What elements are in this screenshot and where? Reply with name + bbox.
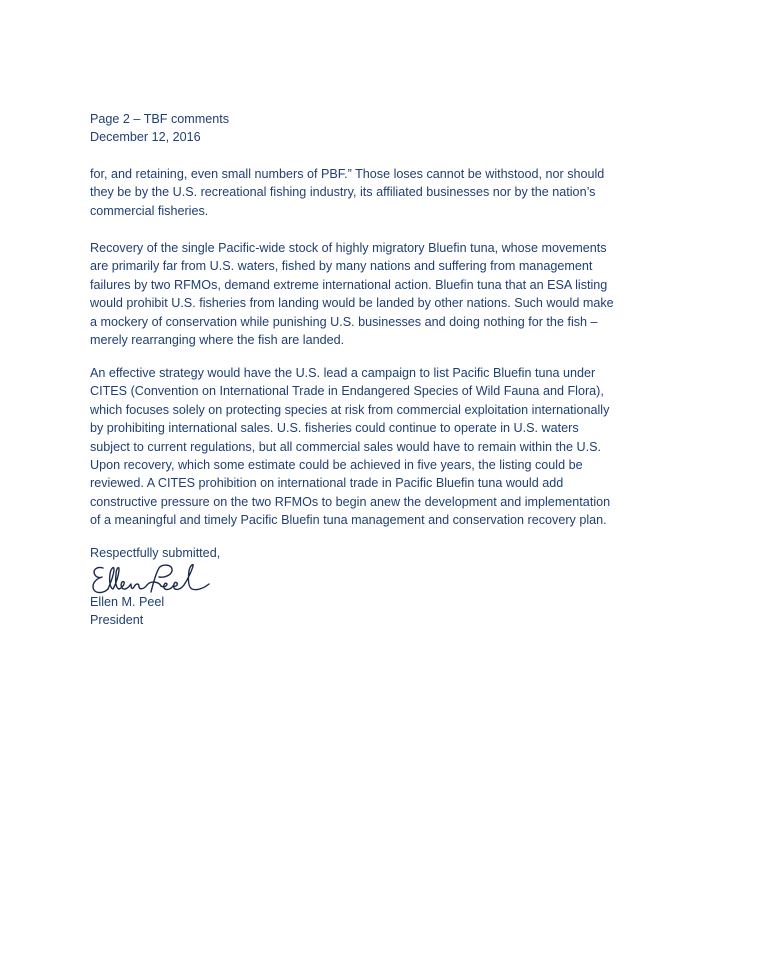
paragraph-line: Upon recovery, which some estimate could be achieved in five years, the listing could be [90,458,583,473]
paragraph-1 [90,165,670,220]
closing-text: Respectfully submitted, [90,546,221,560]
paragraph-line: failures by two RFMOs, demand extreme international action. Bluefin tuna that an ESA listing [90,277,608,292]
paragraph-line: Recovery of the single Pacific-wide stock of highly migratory Bluefin tuna, whose movements [90,241,607,255]
paragraph-3 [90,364,670,530]
paragraph-line: which focuses solely on protecting species at risk from commercial exploitation internationally [90,402,610,417]
signer-name: Ellen M. Peel [90,595,165,609]
paragraph-line: CITES (Convention on International Trade in Endangered Species of Wild Fauna and Flora), [90,384,604,399]
paragraph-line: by prohibiting international sales. U.S. fisheries could continue to operate in U.S. waters [90,421,579,436]
paragraph-line: for, and retaining, even small numbers of PBF.” Those loses cannot be withstood, nor should [90,167,605,181]
paragraph-line: commercial fisheries. [90,203,209,218]
paragraph-line: are primarily far from U.S. waters, fished by many nations and suffering from management [90,259,593,274]
signer-title: President [90,613,144,628]
letter-date: December 12, 2016 [90,130,201,145]
paragraph-line: reviewed. A CITES prohibition on international trade in Pacific Bluefin tuna would add [90,476,564,491]
page-reference: Page 2 – TBF comments [90,112,230,126]
paragraph-line: they be by the U.S. recreational fishing industry, its affiliated businesses nor by the nation’s [90,185,596,200]
paragraph-line: constructive pressure on the two RFMOs to begin anew the development and implementation [90,494,611,509]
paragraph-line: merely rearranging where the fish are landed. [90,333,345,348]
signature-block [90,593,670,630]
page-header [90,110,670,147]
paragraph-line: An effective strategy would have the U.S. lead a campaign to list Pacific Bluefin tuna under [90,366,596,380]
paragraph-line: subject to current regulations, but all commercial sales would have to remain within the U.S. [90,439,601,454]
paragraph-line: a mockery of conservation while punishing U.S. businesses and doing nothing for the fish – [90,314,598,329]
paragraph-line: would prohibit U.S. fisheries from landing would be landed by other nations. Such would make [90,296,614,311]
paragraph-line: of a meaningful and timely Pacific Bluefin tuna management and conservation recovery plan. [90,513,607,528]
paragraph-2 [90,239,670,349]
